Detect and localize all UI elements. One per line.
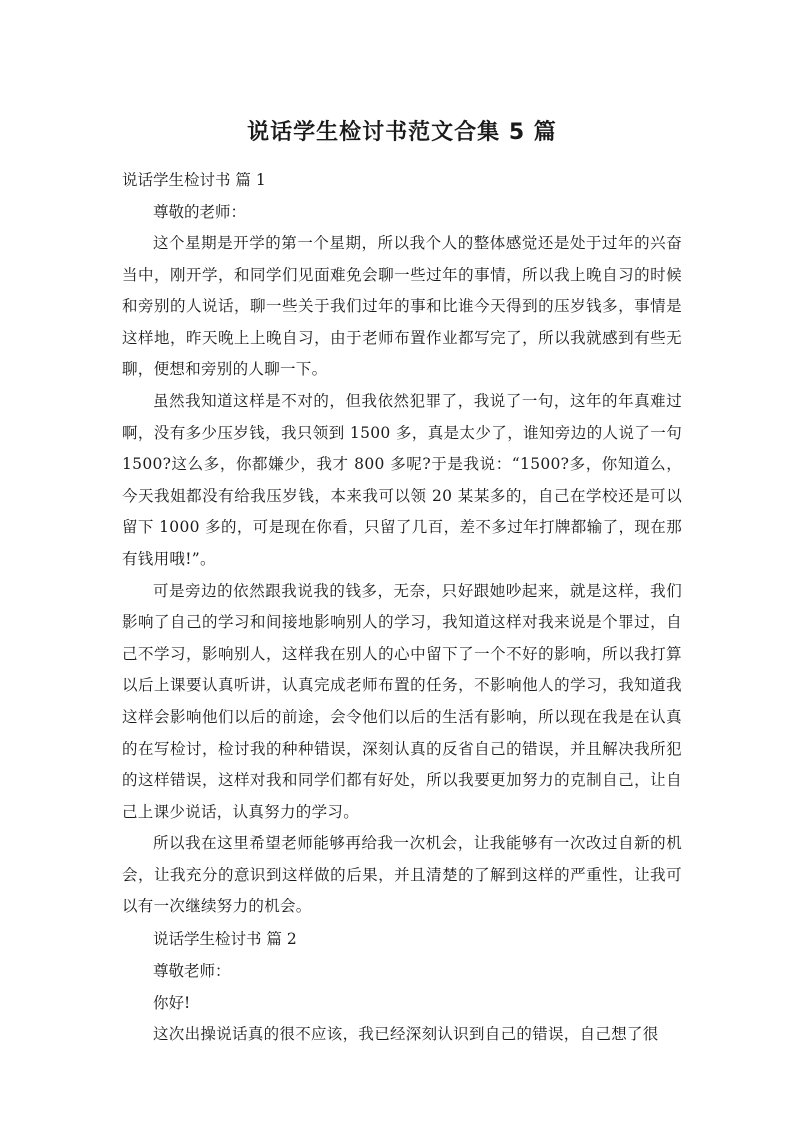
section-1-paragraph-2: 虽然我知道这样是不对的，但我依然犯罪了，我说了一句，这年的年真难过啊，没有多少压岁钱，我只领到 1500 多，真是太少了，谁知旁边的人说了一句 1500?这么多，你都嫌少，我才 800 多呢?于是我说：“1500?多，你知道么，今天我姐都没有给我压岁钱，本来我可以领 20 某某多的，自己在学校还是可以留下 1000 多的，可是现在你看，只留了几百，差不多过年打牌都输了，现在那有钱用哦!”。: [122, 391, 682, 568]
section-2-greeting: 尊敬老师：: [153, 962, 231, 981]
section-2-heading: 说话学生检讨书 篇 2: [153, 930, 297, 949]
section-1-paragraph-1: 这个星期是开学的第一个星期，所以我个人的整体感觉还是处于过年的兴奋当中，刚开学，和同学们见面难免会聊一些过年的事情，所以我上晚自习的时候和旁别的人说话，聊一些关于我们过年的事和比谁今天得到的压岁钱多，事情是这样地，昨天晚上上晚自习，由于老师布置作业都写完了，所以我就感到有些无聊，便想和旁别的人聊一下。: [122, 234, 682, 379]
document-title: 说话学生检讨书范文合集 5 篇: [247, 120, 557, 145]
section-1: [122, 164, 682, 923]
section-2-salutation: 你好!: [153, 994, 191, 1013]
document-page: [122, 118, 682, 1051]
section-1-paragraph-4: 所以我在这里希望老师能够再给我一次机会，让我能够有一次改过自新的机会，让我充分的意识到这样做的后果，并且清楚的了解到这样的严重性，让我可以有一次继续努力的机会。: [122, 834, 682, 916]
section-1-greeting: 尊敬的老师：: [153, 203, 247, 221]
section-2: [122, 923, 682, 1051]
section-1-paragraph-3: 可是旁边的依然跟我说我的钱多，无奈，只好跟她吵起来，就是这样，我们影响了自己的学习和间接地影响别人的学习，我知道这样对我来说是个罪过，自己不学习，影响别人，这样我在别人的心中留下了一个不好的影响，所以我打算以后上课要认真听讲，认真完成老师布置的任务，不影响他人的学习，我知道我这样会影响他们以后的前途，会令他们以后的生活有影响，所以现在我是在认真的在写检讨，检讨我的种种错误，深刻认真的反省自己的错误，并且解决我所犯的这样错误，这样对我和同学们都有好处，所以我要更加努力的克制自己，让自己上课少说话，认真努力的学习。: [122, 581, 682, 821]
section-1-heading: 说话学生检讨书 篇 1: [122, 171, 266, 189]
section-2-paragraph-1: 这次出操说话真的很不应该，我已经深刻认识到自己的错误，自己想了很: [153, 1025, 659, 1044]
